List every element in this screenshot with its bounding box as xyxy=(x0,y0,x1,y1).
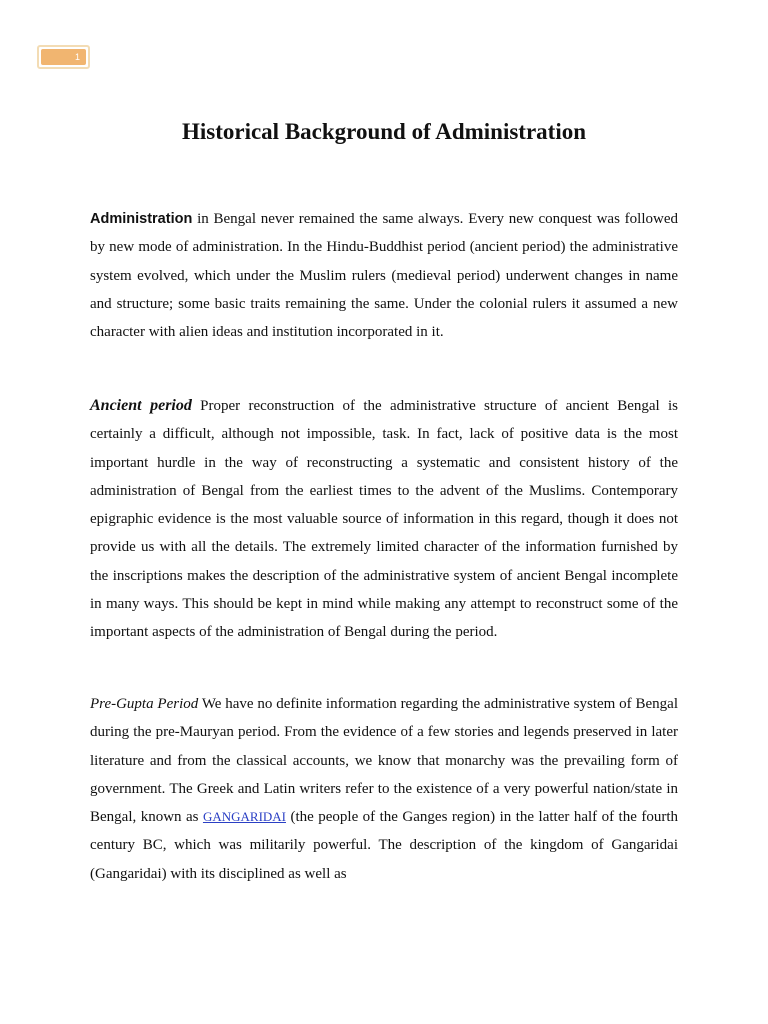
paragraph-text-pre-gupta-before-link: We have no definite information regarding the administrative system of Bengal during the pre-Mauryan period. From the evidence of a few stories and legends preserved in later literature and from the classical accounts, we know that monarchy was the prevailing form of government. The Greek and Latin writers refer to the existence of a very powerful nation/state in Bengal, known as xyxy=(90,696,678,826)
paragraph-pre-gupta-period xyxy=(90,690,678,888)
gangaridai-link[interactable]: GANGARIDAI xyxy=(202,809,286,825)
paragraph-lead-administration: Administration xyxy=(90,211,193,227)
paragraph-lead-pre-gupta-period: Pre-Gupta Period xyxy=(90,696,199,712)
paragraph-text-administration: in Bengal never remained the same always. Every new conquest was followed by new mode of administration. In the Hindu-Buddhist period (ancient period) the administrative system evolved, which under the Muslim rulers (medieval period) underwent changes in name and structure; some basic traits remaining the same. Under the colonial rulers it assumed a new character with alien ideas and institution incorporated in it. xyxy=(90,211,678,341)
paragraph-text-ancient-period: Proper reconstruction of the administrative structure of ancient Bengal is certainly a difficult, although not impossible, task. In fact, lack of positive data is the most important hurdle in the way of reconstructing a systematic and consistent history of the administration of Bengal from the earliest times to the advent of the Muslims. Contemporary epigraphic evidence is the most valuable source of information in this regard, though it does not provide us with all the details. The extremely limited character of the information furnished by the inscriptions makes the description of the administrative system of ancient Bengal incomplete in many ways. This should be kept in mind while making any attempt to reconstruct some of the important aspects of the administration of Bengal during the period. xyxy=(90,398,679,641)
page-number-badge xyxy=(37,45,90,69)
document-title: Historical Background of Administration xyxy=(181,119,587,144)
page-number: 1 xyxy=(41,49,86,65)
paragraph-ancient-period xyxy=(90,392,678,647)
paragraph-text-pre-gupta-after-link: (the people of the Ganges region) in the latter half of the fourth century BC, which was militarily powerful. The description of the kingdom of Gangaridai (Gangaridai) with its disciplined as well as xyxy=(90,809,678,882)
paragraph-administration xyxy=(90,205,678,346)
paragraph-lead-ancient-period: Ancient period xyxy=(90,397,192,414)
